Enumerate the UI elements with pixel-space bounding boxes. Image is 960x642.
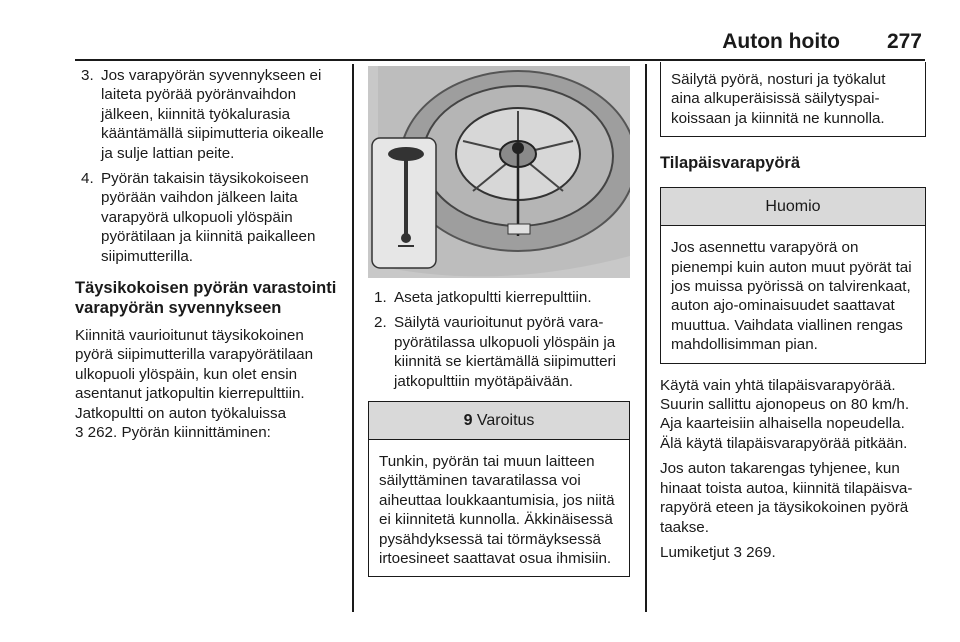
section-heading: Tilapäisvarapyörä — [660, 154, 801, 173]
list-item — [368, 288, 630, 307]
cross-reference: Lumiketjut 3 269. — [660, 543, 776, 561]
spare-wheel-illustration — [368, 66, 630, 278]
step-text: Jos varapyörän syvennykseen ei laiteta pyörää pyöränvaihdon jälkeen, kiinnitä työkalurasia kääntämällä siipimutteria oikealle ja sulje lattian peite. — [101, 67, 324, 162]
continued-warning-box: Säilytä pyörä, nosturi ja työkalut aina alkuperäisissä säilytyspaikoissaan ja kiinnitä ne kunnolla. — [660, 62, 926, 137]
list-item — [75, 169, 337, 266]
spare-wheel-drawing — [368, 66, 630, 278]
step-text: Aseta jatkopultti kierrepulttiin. — [394, 289, 592, 306]
middle-steps — [368, 288, 630, 391]
list-item — [75, 66, 337, 163]
warning-box — [368, 401, 630, 577]
middle-column — [368, 66, 630, 577]
right-column — [660, 64, 926, 568]
paragraph: Käytä vain yhtä tilapäisvarapyörää. Suurin sallittu ajonopeus on 80 km/h. Aja kaarteisiin alhaisella nopeudella. Älä käytä tilapäisvarapyörää pitkään. — [660, 376, 910, 452]
column-divider-2 — [645, 64, 647, 612]
left-steps — [75, 66, 337, 266]
paragraph: Jos auton takarengas tyhjenee, kun hinaat toista autoa, kiinnitä tilapäisvarapyörä eteen ja täysikokoinen pyörä taakse. — [660, 460, 913, 536]
notice-body: Jos asennettu varapyörä on pienempi kuin auton muut pyörät tai jos muissa pyörissä on talvirenkaat, auton ajo-ominaisuudet saattavat muuttua. Vaihdata viallinen rengas mahdollisimman pian. — [671, 239, 912, 354]
page-number: 277 — [886, 30, 922, 53]
notice-box — [660, 187, 926, 363]
section-title: Auton hoito — [722, 30, 840, 53]
left-column — [75, 66, 337, 449]
warning-title: Varoitus — [476, 412, 535, 430]
step-text: Pyörän takaisin täysikokoiseen pyörään vaihdon jälkeen laita varapyörä ulkopuoli ylöspäin pyörätilaan ja kiinnitä paikalleen siipimutterilla. — [101, 170, 316, 265]
header-rule — [75, 59, 925, 61]
notice-title: Huomio — [661, 188, 925, 226]
step-text: Säilytä vaurioitunut pyörä varapyörätilassa ulkopuoli ylöspäin ja kiinnitä se kiertämällä siipimutteri jatkopulttiin myötäpäivään. — [394, 314, 616, 390]
warning-body: Tunkin, pyörän tai muun laitteen säilyttäminen tavaratilassa voi aiheuttaa loukkaantumisia, jos niitä ei kiinnitetä kunnolla. Äkkinäisessä pysähdyksessä tai törmäyksessä irtoesineet saattavat osua ihmisiin. — [379, 453, 615, 568]
step-number: 2. — [374, 314, 387, 332]
paragraph — [75, 326, 337, 442]
step-number: 4. — [81, 170, 94, 188]
warning-header — [369, 402, 629, 440]
section-heading: Täysikokoisen pyörän varastointi varapyörän syvennykseen — [75, 279, 337, 318]
column-divider-1 — [352, 64, 354, 612]
step-number: 1. — [374, 289, 387, 306]
step-number: 3. — [81, 67, 94, 84]
page-header — [0, 30, 960, 60]
paragraph-text: Kiinnitä vaurioitunut täysikokoinen pyörä siipimutterilla varapyörätilaan ulkopuoli ylöspäin, kun olet ensin asentanut jatkopultin kierrepulttiin. Jatkopultti on auton työkaluissa — [75, 327, 314, 422]
list-item — [368, 313, 630, 391]
warning-icon: 9 — [463, 412, 473, 430]
cross-reference: 3 262. Pyörän kiinnittäminen: — [75, 424, 271, 442]
